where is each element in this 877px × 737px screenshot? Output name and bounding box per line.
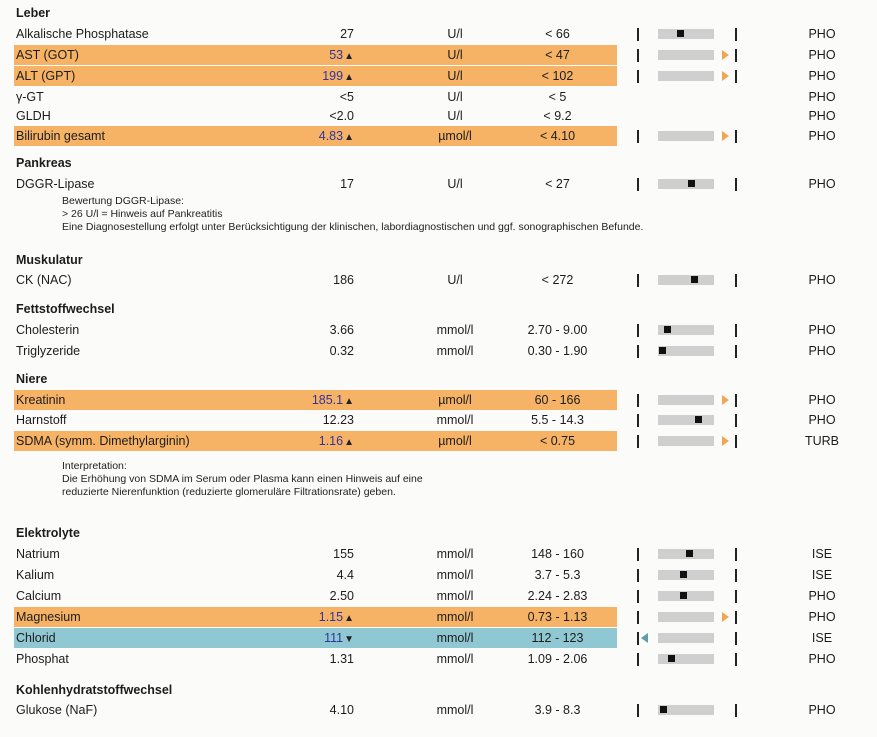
range-bar-right [735,324,737,337]
range-band [658,633,714,643]
value-text: 53 [329,48,344,62]
range-marker [664,326,671,333]
test-name: SDMA (symm. Dimethylarginin) [16,434,190,448]
test-name: Phosphat [16,652,69,666]
arrow-up-icon: ▲ [344,51,354,62]
reference-range: 1.09 - 2.06 [527,652,588,666]
test-value [280,649,354,669]
range-bar-left [637,324,639,337]
test-name: Alkalische Phosphatase [16,27,149,41]
test-method: ISE [811,631,833,645]
range-bar-left [637,704,639,717]
test-unit: mmol/l [436,344,474,358]
test-name: Kreatinin [16,393,66,407]
test-method: ISE [811,547,833,561]
test-unit: mmol/l [436,547,474,561]
range-band [658,612,714,622]
range-band [658,29,714,39]
range-band [658,131,714,141]
table-row [0,320,877,340]
table-row [0,700,877,720]
reference-range: 0.30 - 1.90 [527,344,588,358]
above-range-icon [722,612,729,622]
range-marker [686,550,693,557]
section-title: Pankreas [16,156,72,170]
reference-range: < 102 [541,69,574,83]
test-value [280,320,354,340]
reference-range: 2.24 - 2.83 [527,589,588,603]
test-unit: µmol/l [438,434,472,448]
table-row [0,628,877,648]
range-bar-right [735,178,737,191]
test-name: Magnesium [16,610,81,624]
test-unit: mmol/l [436,610,474,624]
test-value [280,565,354,585]
range-marker [691,276,698,283]
value-text: 3.66 [329,323,354,337]
test-method: PHO [808,90,836,104]
value-text: 186 [333,273,354,287]
above-range-icon [722,50,729,60]
range-band [658,654,714,664]
test-method: PHO [808,48,836,62]
range-bar-left [637,394,639,407]
test-value [280,174,354,194]
test-value [280,66,354,86]
test-method: PHO [808,69,836,83]
reference-range: 148 - 160 [531,547,584,561]
above-range-icon [722,395,729,405]
below-range-icon [641,633,648,643]
test-method: ISE [811,568,833,582]
range-band [658,415,714,425]
note-line: reduzierte Nierenfunktion (reduzierte glomeruläre Filtrationsrate) geben. [62,486,396,498]
range-marker [680,592,687,599]
test-method: PHO [808,323,836,337]
table-row [0,390,877,410]
above-range-icon [722,131,729,141]
range-bar-left [637,414,639,427]
test-method: PHO [808,610,836,624]
reference-range: < 0.75 [539,434,576,448]
test-method: PHO [808,129,836,143]
test-unit: mmol/l [436,323,474,337]
value-text: 4.4 [336,568,354,582]
value-text: 4.10 [329,703,354,717]
table-row [0,66,877,86]
test-value [280,628,354,648]
range-band [658,71,714,81]
table-row [0,649,877,669]
test-unit: U/l [447,109,463,123]
test-method: PHO [808,652,836,666]
range-band [658,346,714,356]
reference-range: 112 - 123 [531,631,584,645]
value-text: 1.15 [318,610,344,624]
range-bar-left [637,653,639,666]
range-bar-right [735,611,737,624]
test-unit: U/l [447,48,463,62]
note-line: Die Erhöhung von SDMA im Serum oder Plasma kann einen Hinweis auf eine [62,473,423,485]
test-method: PHO [808,273,836,287]
range-marker [660,706,667,713]
test-value [280,586,354,606]
test-unit: U/l [447,273,463,287]
test-method: TURB [804,434,840,448]
value-text: 2.50 [329,589,354,603]
range-bar-right [735,394,737,407]
value-text: 155 [333,547,354,561]
range-bar-right [735,28,737,41]
value-text: 199 [322,69,344,83]
range-bar-left [637,274,639,287]
range-bar-right [735,590,737,603]
table-row [0,106,877,126]
reference-range: 2.70 - 9.00 [527,323,588,337]
reference-range: 5.5 - 14.3 [531,413,584,427]
test-name: Natrium [16,547,60,561]
test-unit: mmol/l [436,652,474,666]
test-unit: µmol/l [438,393,472,407]
test-value [280,24,354,44]
test-value [280,431,354,451]
note-line: Bewertung DGGR-Lipase: [62,195,184,207]
note-line: > 26 U/l = Hinweis auf Pankreatitis [62,208,223,220]
range-bar-right [735,70,737,83]
range-bar-left [637,130,639,143]
table-row [0,431,877,451]
test-value [280,270,354,290]
value-text: 1.31 [329,652,354,666]
value-text: 111 [324,631,344,645]
reference-range: 0.73 - 1.13 [527,610,588,624]
test-name: Chlorid [16,631,56,645]
test-method: PHO [808,703,836,717]
range-bar-right [735,704,737,717]
range-bar-right [735,632,737,645]
table-row [0,126,877,146]
reference-range: < 66 [545,27,570,41]
test-unit: mmol/l [436,413,474,427]
range-band [658,179,714,189]
arrow-up-icon: ▲ [344,396,354,407]
test-unit: mmol/l [436,703,474,717]
range-bar-left [637,49,639,62]
value-text: 185.1 [311,393,344,407]
section-title: Kohlenhydratstoffwechsel [16,683,173,697]
table-row [0,87,877,107]
test-unit: U/l [447,69,463,83]
section-title: Fettstoffwechsel [16,302,115,316]
range-band [658,275,714,285]
range-band [658,395,714,405]
test-name: GLDH [16,109,51,123]
reference-range: < 27 [545,177,570,191]
range-marker [659,347,666,354]
range-marker [688,180,695,187]
arrow-up-icon: ▲ [344,132,354,143]
test-method: PHO [808,589,836,603]
test-value [280,87,354,107]
reference-range: 3.9 - 8.3 [534,703,581,717]
test-name: Harnstoff [16,413,67,427]
section-title: Elektrolyte [16,526,80,540]
test-method: PHO [808,413,836,427]
range-bar-right [735,49,737,62]
test-name: Cholesterin [16,323,80,337]
test-value [280,700,354,720]
table-row [0,45,877,65]
above-range-icon [722,436,729,446]
test-name: DGGR-Lipase [16,177,95,191]
test-unit: U/l [447,27,463,41]
test-unit: mmol/l [436,568,474,582]
range-band [658,436,714,446]
test-name: Glukose (NaF) [16,703,98,717]
range-bar-right [735,414,737,427]
test-value [280,106,354,126]
note-line: Interpretation: [62,460,127,472]
test-name: γ-GT [16,90,44,104]
value-text: 1.16 [318,434,344,448]
range-marker [668,655,675,662]
value-text: <2.0 [329,109,354,123]
table-row [0,270,877,290]
test-name: AST (GOT) [16,48,79,62]
test-name: Calcium [16,589,62,603]
range-bar-left [637,70,639,83]
value-text: 0.32 [329,344,354,358]
table-row [0,24,877,44]
range-bar-right [735,653,737,666]
table-row [0,544,877,564]
range-bar-right [735,548,737,561]
above-range-icon [722,71,729,81]
test-method: PHO [808,393,836,407]
section-title: Muskulatur [16,253,83,267]
range-bar-right [735,130,737,143]
test-unit: mmol/l [436,589,474,603]
note-line: Eine Diagnosestellung erfolgt unter Berücksichtigung der klinischen, labordiagnostischen und ggf. sonographischen Befunde. [62,221,644,233]
test-method: PHO [808,177,836,191]
test-value [280,410,354,430]
range-bar-left [637,611,639,624]
test-name: Bilirubin gesamt [16,129,105,143]
section-title: Leber [16,6,51,20]
test-name: Triglyzeride [16,344,81,358]
test-unit: U/l [447,90,463,104]
reference-range: 3.7 - 5.3 [534,568,581,582]
range-bar-right [735,274,737,287]
test-name: CK (NAC) [16,273,72,287]
test-method: PHO [808,109,836,123]
arrow-up-icon: ▲ [344,72,354,83]
table-row [0,341,877,361]
test-value [280,126,354,146]
test-value [280,390,354,410]
range-marker [695,416,702,423]
test-value [280,544,354,564]
table-row [0,586,877,606]
test-name: Kalium [16,568,55,582]
reference-range: < 272 [541,273,574,287]
range-bar-right [735,435,737,448]
test-value [280,607,354,627]
value-text: 4.83 [318,129,344,143]
table-row [0,565,877,585]
test-unit: mmol/l [436,631,474,645]
range-bar-left [637,178,639,191]
range-bar-left [637,28,639,41]
range-bar-left [637,632,639,645]
value-text: 12.23 [322,413,354,427]
test-unit: µmol/l [438,129,472,143]
table-row [0,174,877,194]
test-name: ALT (GPT) [16,69,76,83]
range-bar-right [735,345,737,358]
table-row [0,607,877,627]
lipase-note [62,195,643,234]
test-method: PHO [808,27,836,41]
test-value [280,45,354,65]
reference-range: < 47 [545,48,570,62]
test-unit: U/l [447,177,463,191]
reference-range: < 9.2 [543,109,572,123]
range-bar-left [637,569,639,582]
arrow-up-icon: ▲ [344,613,354,624]
test-method: PHO [808,344,836,358]
range-marker [677,30,684,37]
range-marker [680,571,687,578]
reference-range: < 5 [548,90,567,104]
reference-range: < 4.10 [539,129,576,143]
value-text: 17 [340,177,354,191]
range-bar-left [637,435,639,448]
range-bar-left [637,345,639,358]
value-text: <5 [339,90,354,104]
range-bar-right [735,569,737,582]
sdma-note [62,460,423,499]
arrow-down-icon: ▼ [344,634,354,645]
arrow-up-icon: ▲ [344,437,354,448]
value-text: 27 [340,27,354,41]
range-bar-left [637,548,639,561]
range-bar-left [637,590,639,603]
reference-range: 60 - 166 [534,393,581,407]
test-value [280,341,354,361]
table-row [0,410,877,430]
range-band [658,50,714,60]
section-title: Niere [16,372,48,386]
